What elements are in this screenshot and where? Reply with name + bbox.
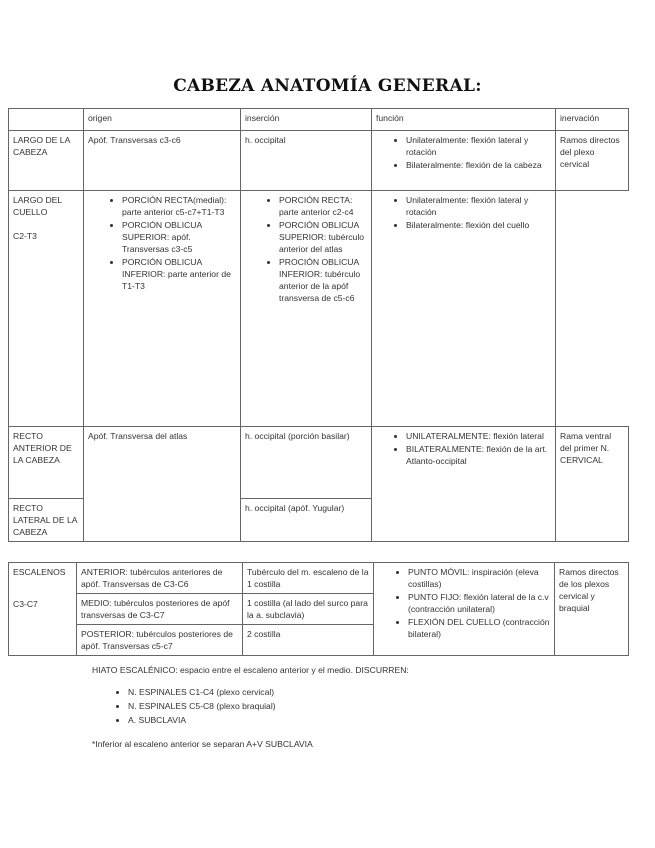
list-item: • PORCIÓN RECTA(medial): parte anterior c5-c7+T1-T3 xyxy=(122,194,236,218)
muscle-name-cell xyxy=(9,563,77,656)
muscle-name-cell xyxy=(9,191,84,427)
header-cell xyxy=(9,109,84,131)
list-item: • PROCIÓN OBLICUA INFERIOR: tubérculo anterior de la apóf transversa de c5-c6 xyxy=(279,256,367,304)
muscle-name: RECTO ANTERIOR DE LA CABEZA xyxy=(9,427,84,499)
list-item: • Unilateralmente: flexión lateral y rotación xyxy=(406,194,551,218)
page-title: CABEZA ANATOMÍA GENERAL: xyxy=(173,76,482,96)
list-item: • FLEXIÓN DEL CUELLO (contracción bilateral) xyxy=(408,616,550,640)
innervation-cell: Ramos directos del plexo cervical xyxy=(556,131,629,191)
list-item: • PORCIÓN OBLICUA SUPERIOR: tubérculo anterior del atlas xyxy=(279,219,367,255)
muscles-table xyxy=(8,108,629,542)
list-item: • PUNTO MÓVIL: inspiración (eleva costillas) xyxy=(408,566,550,590)
header-cell: función xyxy=(372,109,556,131)
list-item: • A. SUBCLAVIA xyxy=(128,714,612,726)
list-item: • Bilateralmente: flexión de la cabeza xyxy=(406,159,551,171)
insertion-medio: 1 costilla (al lado del surco para la a. subclavia) xyxy=(243,594,373,625)
list-item: • PORCIÓN OBLICUA INFERIOR: parte anterior de T1-T3 xyxy=(122,256,236,292)
table-row xyxy=(9,563,629,656)
list-item: • PUNTO FIJO: flexión lateral de la c.v (contracción unilateral) xyxy=(408,591,550,615)
header-cell: origen xyxy=(84,109,241,131)
list-item: • N. ESPINALES C1-C4 (plexo cervical) xyxy=(128,686,612,698)
origin-posterior: POSTERIOR: tubérculos posteriores de apóf. Transversas c5-c7 xyxy=(81,629,233,651)
insertion-cell: h. occipital (apóf. Yugular) xyxy=(241,499,372,542)
origin-anterior: ANTERIOR: tubérculos anteriores de apóf. Transversas de C3-C6 xyxy=(77,563,242,594)
list-item: • PORCIÓN RECTA: parte anterior c2-c4 xyxy=(279,194,367,218)
origin-cell xyxy=(84,191,241,427)
muscle-name: ESCALENOS xyxy=(13,567,66,577)
origin-medio: MEDIO: tubérculos posteriores de apóf transversas de C3-C7 xyxy=(77,594,242,625)
footnote: *Inferior al escaleno anterior se separan A+V SUBCLAVIA xyxy=(92,739,313,749)
muscle-name: RECTO LATERAL DE LA CABEZA xyxy=(9,499,84,542)
notes-section xyxy=(92,664,612,750)
table-row xyxy=(9,427,629,499)
header-cell: inervación xyxy=(556,109,629,131)
insertion-posterior: 2 costilla xyxy=(247,629,281,639)
function-cell xyxy=(372,131,556,191)
insertion-cell xyxy=(241,191,372,427)
insertion-cell: h. occipital (porción basilar) xyxy=(241,427,372,499)
list-item: • N. ESPINALES C5-C8 (plexo braquial) xyxy=(128,700,612,712)
origin-cell: Apóf. Transversa del atlas xyxy=(84,427,241,542)
hiato-list xyxy=(92,686,612,726)
origin-cell: Apóf. Transversas c3-c6 xyxy=(84,131,241,191)
header-cell: inserción xyxy=(241,109,372,131)
insertion-anterior: Tubérculo del m. escaleno de la 1 costilla xyxy=(243,563,373,594)
table-row xyxy=(9,191,629,427)
muscle-level: C2-T3 xyxy=(13,231,37,241)
hiato-text: HIATO ESCALÉNICO: espacio entre el escaleno anterior y el medio. DISCURREN: xyxy=(92,665,409,675)
list-item: • UNILATERALMENTE: flexión lateral xyxy=(406,430,551,442)
insertion-cell: h. occipital xyxy=(241,131,372,191)
muscle-name: LARGO DEL CUELLO xyxy=(13,195,62,217)
table-header-row xyxy=(9,109,629,131)
table-row xyxy=(9,131,629,191)
scalene-table xyxy=(8,562,629,656)
function-cell xyxy=(372,191,556,427)
function-cell xyxy=(374,563,555,656)
function-cell xyxy=(372,427,556,542)
origin-cell xyxy=(77,563,243,656)
innervation-cell: Ramos directos de los plexos cervical y braquial xyxy=(555,563,629,656)
list-item: • BILATERALMENTE: flexión de la art. Atlanto-occipital xyxy=(406,443,551,467)
muscle-name: LARGO DE LA CABEZA xyxy=(9,131,84,191)
list-item: • Unilateralmente: flexión lateral y rotación xyxy=(406,134,551,158)
list-item: • PORCIÓN OBLICUA SUPERIOR: apóf. Transversas c3-c5 xyxy=(122,219,236,255)
list-item: • Bilateralmente: flexión del cuello xyxy=(406,219,551,231)
insertion-cell xyxy=(243,563,374,656)
muscle-level: C3-C7 xyxy=(13,599,38,609)
innervation-cell: Rama ventral del primer N. CERVICAL xyxy=(556,427,629,542)
